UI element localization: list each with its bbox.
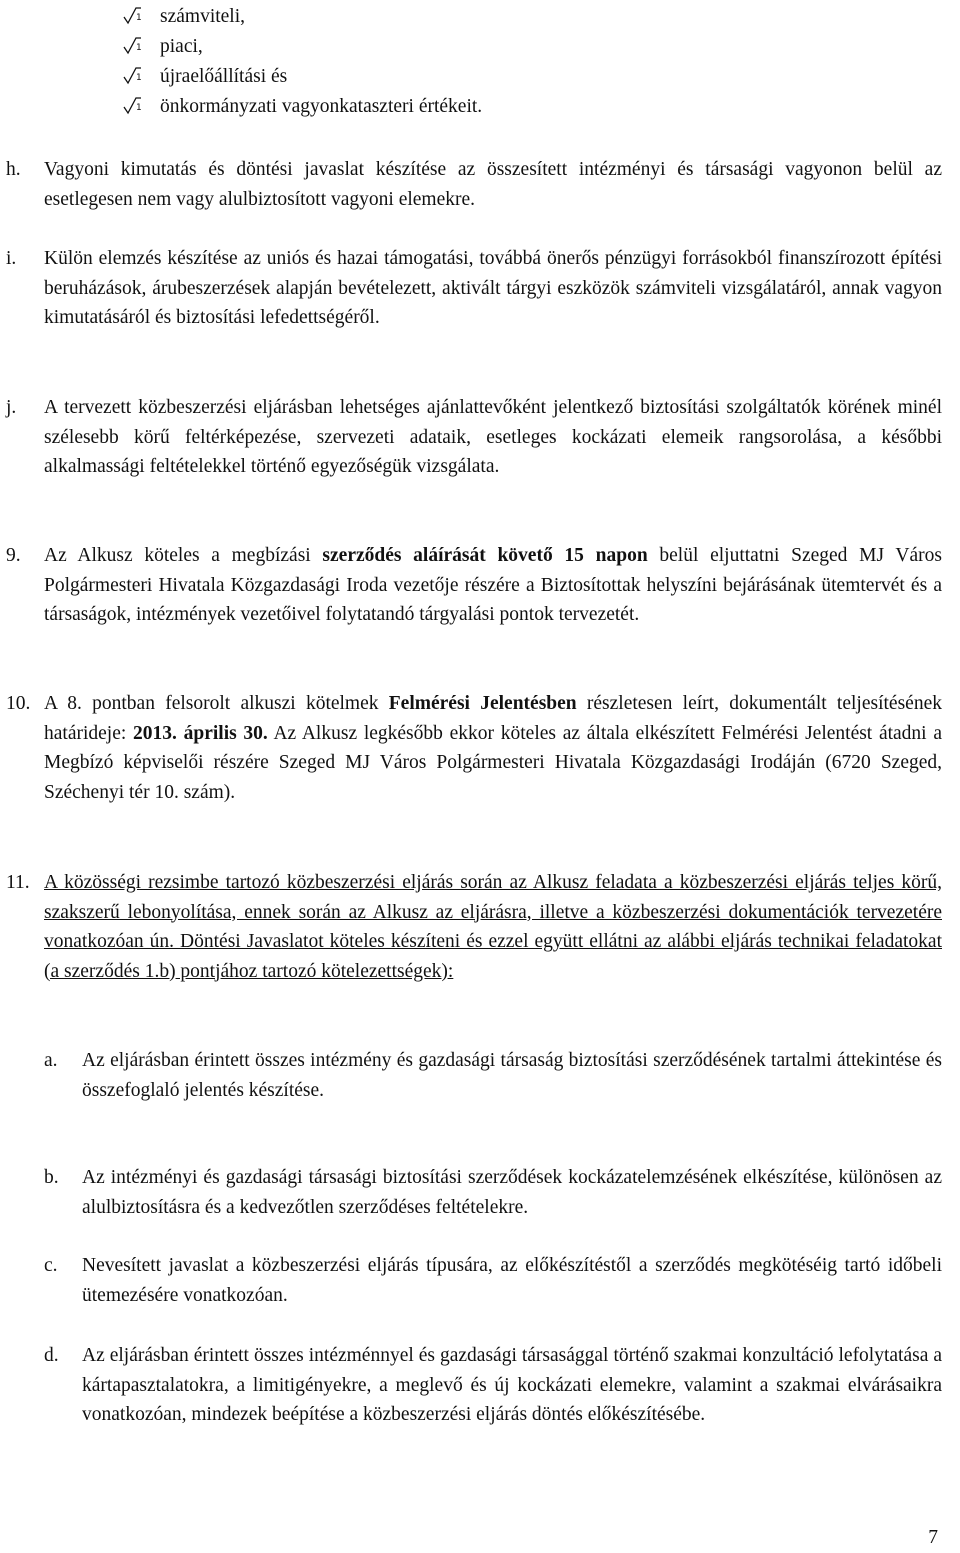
- paragraph-text: Vagyoni kimutatás és döntési javaslat készítése az összesített intézményi és társasági vagyonon belül az esetlegesen nem vagy alulbiztosított vagyoni elemekre.: [44, 159, 942, 210]
- item-label: d.: [44, 1345, 59, 1366]
- svg-text:1: 1: [136, 43, 142, 53]
- paragraph-text: részletesen leírt, dokumentált teljesítésének határideje:: [44, 693, 942, 744]
- sub-item-d: [44, 1341, 942, 1430]
- svg-text:1: 1: [136, 73, 142, 83]
- paragraph-j: [6, 393, 942, 482]
- bold-text: szerződés aláírását követő 15 napon: [322, 545, 648, 566]
- checkmark-icon: [122, 66, 142, 86]
- sub-item-a: [44, 1046, 942, 1105]
- sub-item-c: [44, 1251, 942, 1310]
- item-label: i.: [6, 248, 17, 269]
- item-label: b.: [44, 1167, 59, 1188]
- item-label: c.: [44, 1255, 58, 1276]
- paragraph-text: Az Alkusz köteles a megbízási: [44, 545, 323, 566]
- sub-item-b: [44, 1163, 942, 1222]
- sub-item-text: Az intézményi és gazdasági társasági biztosítási szerződések kockázatelemzésének elkészítése, különösen az alulbiztosításra és a kedvezőtlen szerződéses feltételekre.: [82, 1167, 942, 1218]
- paragraph-10: [6, 689, 942, 807]
- item-label: h.: [6, 159, 21, 180]
- checkmark-icon: [122, 96, 142, 116]
- item-label: 11.: [6, 872, 30, 893]
- item-label: a.: [44, 1050, 58, 1071]
- page-number: 7: [928, 1527, 938, 1548]
- paragraph-h: [6, 155, 942, 214]
- item-label: j.: [6, 397, 17, 418]
- paragraph-text: A közösségi rezsimbe tartozó közbeszerzési eljárás során az Alkusz feladata a közbeszerzési eljárás teljes körű, szakszerű lebonyolítása, ennek során az Alkusz az eljárásra, illetve a közbeszerzési dokumentációk tervezetére vonatkozóan ún. Döntési Javaslatot köteles készíteni és ezzel együtt ellátni az alábbi eljárás technikai feladatokat (a szerződés 1.b) pontjához tartozó kötelezettségek):: [44, 872, 942, 982]
- svg-text:1: 1: [136, 13, 142, 23]
- item-label: 9.: [6, 545, 21, 566]
- list-item-text: számviteli,: [160, 6, 246, 27]
- paragraph-text: A 8. pontban felsorolt alkuszi kötelmek: [44, 693, 389, 714]
- paragraph-9: [6, 541, 942, 630]
- svg-text:1: 1: [136, 103, 142, 113]
- sub-item-text: Az eljárásban érintett összes intézménnyel és gazdasági társasággal történő szakmai konzultáció lefolytatása a kártapasztalatokra, a limitigényekre, a meglevő és új kockázati elemekre, valamint a szakmai elvárásaikra vonatkozóan, mindezek beépítése a közbeszerzési eljárás döntés előkészítésébe.: [82, 1345, 942, 1425]
- list-item-text: piaci,: [160, 36, 203, 57]
- checkmark-icon: [122, 6, 142, 26]
- paragraph-text: Külön elemzés készítése az uniós és hazai támogatási, továbbá önerős pénzügyi forrásokból finanszírozott építési beruházások, árubeszerzések alapján bevételezett, aktivált tárgyi eszközök számviteli vizsgálatáról, annak vagyon kimutatásáról és biztosítási lefedettségéről.: [44, 248, 942, 328]
- list-item-text: újraelőállítási és: [160, 66, 288, 87]
- sub-item-text: Nevesített javaslat a közbeszerzési eljárás típusára, az előkészítéstől a szerződés megkötéséig tartó időbeli ütemezésére vonatkozóan.: [82, 1255, 942, 1306]
- paragraph-text: A tervezett közbeszerzési eljárásban lehetséges ajánlattevőként jelentkező biztosítási szolgáltatók körének minél szélesebb körű feltérképezése, szervezeti adataik, esetleges kockázati elemeik rangsorolása, a későbbi alkalmassági feltételekkel történő egyezőségük vizsgálata.: [44, 397, 942, 477]
- deadline-date: 2013. április 30.: [133, 722, 268, 744]
- paragraph-i: [6, 244, 942, 333]
- checkmark-icon: [122, 36, 142, 56]
- paragraph-11: [6, 868, 942, 986]
- list-item-text: önkormányzati vagyonkataszteri értékeit.: [160, 96, 483, 117]
- paragraph-text: Az Alkusz legkésőbb ekkor köteles az általa elkészített Felmérési Jelentést átadni a Megbízó képviselői részére Szeged MJ Város Polgármesteri Hivatala Közgazdasági Irodáján (6720 Szeged, Széchenyi tér 10. szám).: [44, 722, 942, 803]
- bold-text: Felmérési Jelentésben: [388, 693, 577, 714]
- sub-item-text: Az eljárásban érintett összes intézmény és gazdasági társaság biztosítási szerződésének tartalmi áttekintése és összefoglaló jelentés készítése.: [82, 1050, 942, 1101]
- item-label: 10.: [6, 693, 31, 714]
- paragraph-text: belül eljuttatni Szeged MJ Város Polgármesteri Hivatala Közgazdasági Iroda vezetője részére a Biztosítottak helyszíni bejárásának ütemtervét és a társaságok, intézmények vezetőivel folytatandó tárgyalási pontok tervezetét.: [44, 545, 942, 625]
